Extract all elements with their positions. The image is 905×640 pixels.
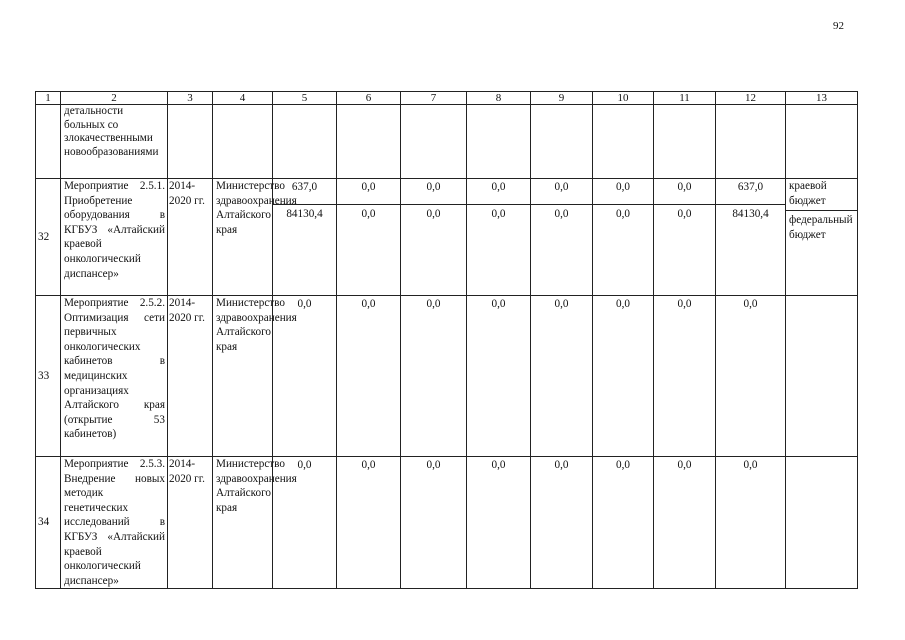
value: 0,0 (467, 204, 530, 222)
header-cell: 12 (716, 92, 786, 105)
executor: Министерство здравоохранения Алтайского края (213, 179, 273, 296)
value-cell (531, 179, 593, 296)
empty-cell (213, 105, 273, 179)
empty-cell (168, 105, 213, 179)
period: 2014-2020 гг. (168, 296, 213, 457)
value-cell: 0,0 (337, 457, 401, 589)
value: 0,0 (337, 204, 400, 222)
value-cell: 0,0 (273, 296, 337, 457)
value-cell (337, 179, 401, 296)
value: 0,0 (554, 181, 569, 193)
value: 0,0 (677, 181, 692, 193)
financing-table (35, 91, 858, 589)
measure-description: Мероприятие 2.5.1. Приобретение оборудования в КГБУЗ «Алтайский краевой онкологический диспансер» (61, 179, 168, 296)
value: 0,0 (491, 181, 506, 193)
table-row (36, 457, 858, 589)
value-cell (716, 179, 786, 296)
value-cell (401, 179, 467, 296)
value: 84130,4 (716, 204, 785, 222)
value-cell: 0,0 (654, 457, 716, 589)
header-cell: 13 (786, 92, 858, 105)
header-cell: 6 (337, 92, 401, 105)
header-row (36, 92, 858, 105)
value-cell: 0,0 (531, 457, 593, 589)
empty-cell (716, 105, 786, 179)
table-row (36, 179, 858, 296)
executor: Министерство здравоохранения Алтайского края (213, 457, 273, 589)
value-cell: 0,0 (467, 457, 531, 589)
header-cell: 10 (593, 92, 654, 105)
value-cell: 0,0 (531, 296, 593, 457)
header-cell: 8 (467, 92, 531, 105)
value: 0,0 (361, 181, 376, 193)
value-cell: 0,0 (401, 296, 467, 457)
row-number (36, 105, 61, 179)
page-number: 92 (833, 20, 844, 32)
period: 2014-2020 гг. (168, 457, 213, 589)
empty-cell (467, 105, 531, 179)
funding-source (786, 296, 858, 457)
period: 2014-2020 гг. (168, 179, 213, 296)
value-cell (654, 179, 716, 296)
empty-cell (786, 105, 858, 179)
value-cell: 0,0 (716, 457, 786, 589)
measure-description: Мероприятие 2.5.3. Внедрение новых методик генетических исследований в КГБУЗ «Алтайский краевой онкологический диспансер» (61, 457, 168, 589)
value: 84130,4 (273, 204, 336, 222)
value-cell: 0,0 (593, 296, 654, 457)
empty-cell (531, 105, 593, 179)
header-cell: 5 (273, 92, 337, 105)
value-cell: 0,0 (593, 457, 654, 589)
measure-description: детальности больных со злокачественными новообразованиями (61, 105, 168, 179)
header-cell: 9 (531, 92, 593, 105)
value: 0,0 (593, 204, 653, 222)
value: 0,0 (616, 181, 630, 193)
value: 0,0 (654, 204, 715, 222)
value-cell: 0,0 (337, 296, 401, 457)
value: 0,0 (426, 181, 441, 193)
value-cell: 0,0 (467, 296, 531, 457)
measure-description: Мероприятие 2.5.2. Оптимизация сети первичных онкологических кабинетов в медицинских организациях Алтайского края (открытие 53 кабинетов) (61, 296, 168, 457)
value-cell: 0,0 (654, 296, 716, 457)
empty-cell (654, 105, 716, 179)
empty-cell (593, 105, 654, 179)
funding-source (786, 457, 858, 589)
executor: Министерство здравоохранения Алтайского края (213, 296, 273, 457)
value: 0,0 (401, 204, 466, 222)
funding-source (786, 179, 858, 296)
value: 637,0 (291, 181, 318, 193)
value-cell: 0,0 (716, 296, 786, 457)
header-cell: 4 (213, 92, 273, 105)
header-cell: 2 (61, 92, 168, 105)
header-cell: 3 (168, 92, 213, 105)
value-cell (593, 179, 654, 296)
header-cell: 7 (401, 92, 467, 105)
table-row (36, 296, 858, 457)
empty-cell (337, 105, 401, 179)
source: федеральный бюджет (786, 210, 857, 242)
header-cell: 11 (654, 92, 716, 105)
value-cell (467, 179, 531, 296)
continuation-row (36, 105, 858, 179)
row-number: 32 (36, 179, 61, 296)
value: 637,0 (737, 181, 764, 193)
row-number: 33 (36, 296, 61, 457)
header-cell: 1 (36, 92, 61, 105)
empty-cell (273, 105, 337, 179)
row-number: 34 (36, 457, 61, 589)
value-cell: 0,0 (273, 457, 337, 589)
value-cell: 0,0 (401, 457, 467, 589)
source: краевой бюджет (789, 180, 827, 207)
empty-cell (401, 105, 467, 179)
value: 0,0 (531, 204, 592, 222)
